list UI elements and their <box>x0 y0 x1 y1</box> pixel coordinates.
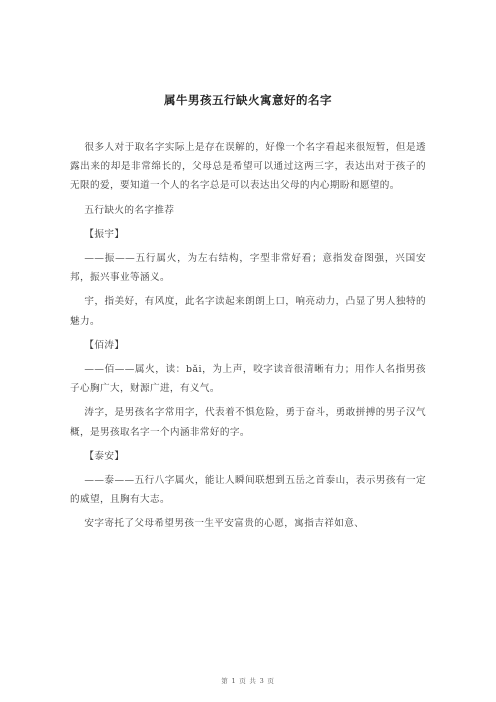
paragraph-name-heading-zhenyu: 【振宇】 <box>84 228 125 240</box>
paragraph-yu-explanation: 宇，指美好，有风度，此名字读起来朗朗上口，响亮动力，凸显了男人独特的魅力。 <box>70 296 426 327</box>
paragraph-intro: 很多人对于取名字实际上是存在误解的，好像一个名字看起来很短暂，但是透露出来的却是非常绵长的，父母总是希望可以通过这两三字，表达出对于孩子的无限的爱，要知道一个人的名字总是可以表达出父母的内心期盼和愿望的。 <box>70 142 426 192</box>
paragraph-bai-explanation: ——佰——属火，读：bǎi，为上声，咬字读音很清晰有力；用作人名指男孩子心胸广大，财源广进，有义气。 <box>70 364 426 395</box>
paragraph-name-heading-baitao: 【佰涛】 <box>84 339 125 351</box>
paragraph-name-heading-taian: 【泰安】 <box>84 450 125 462</box>
paragraph-section-heading: 五行缺火的名字推荐 <box>84 204 175 216</box>
paragraph-an-explanation: 安字寄托了父母希望男孩一生平安富贵的心愿，寓指吉祥如意、 <box>84 518 365 530</box>
paragraph-tai-explanation: ——泰——五行八字属火，能让人瞬间联想到五岳之首泰山，表示男孩有一定的威望，且胸有大志。 <box>70 475 426 506</box>
page-number-footer: 第 1 页 共 3 页 <box>221 677 275 685</box>
document-body <box>70 138 426 539</box>
paragraph-zhen-explanation: ——振——五行属火，为左右结构，字型非常好看；意指发奋图强，兴国安邦，振兴事业等涵义。 <box>70 253 426 284</box>
paragraph-tao-explanation: 涛字，是男孩名字常用字，代表着不惧危险，勇于奋斗，勇敢拼搏的男子汉气概，是男孩取名字一个内涵非常好的字。 <box>70 407 426 438</box>
document-title: 属牛男孩五行缺火寓意好的名字 <box>164 93 332 107</box>
